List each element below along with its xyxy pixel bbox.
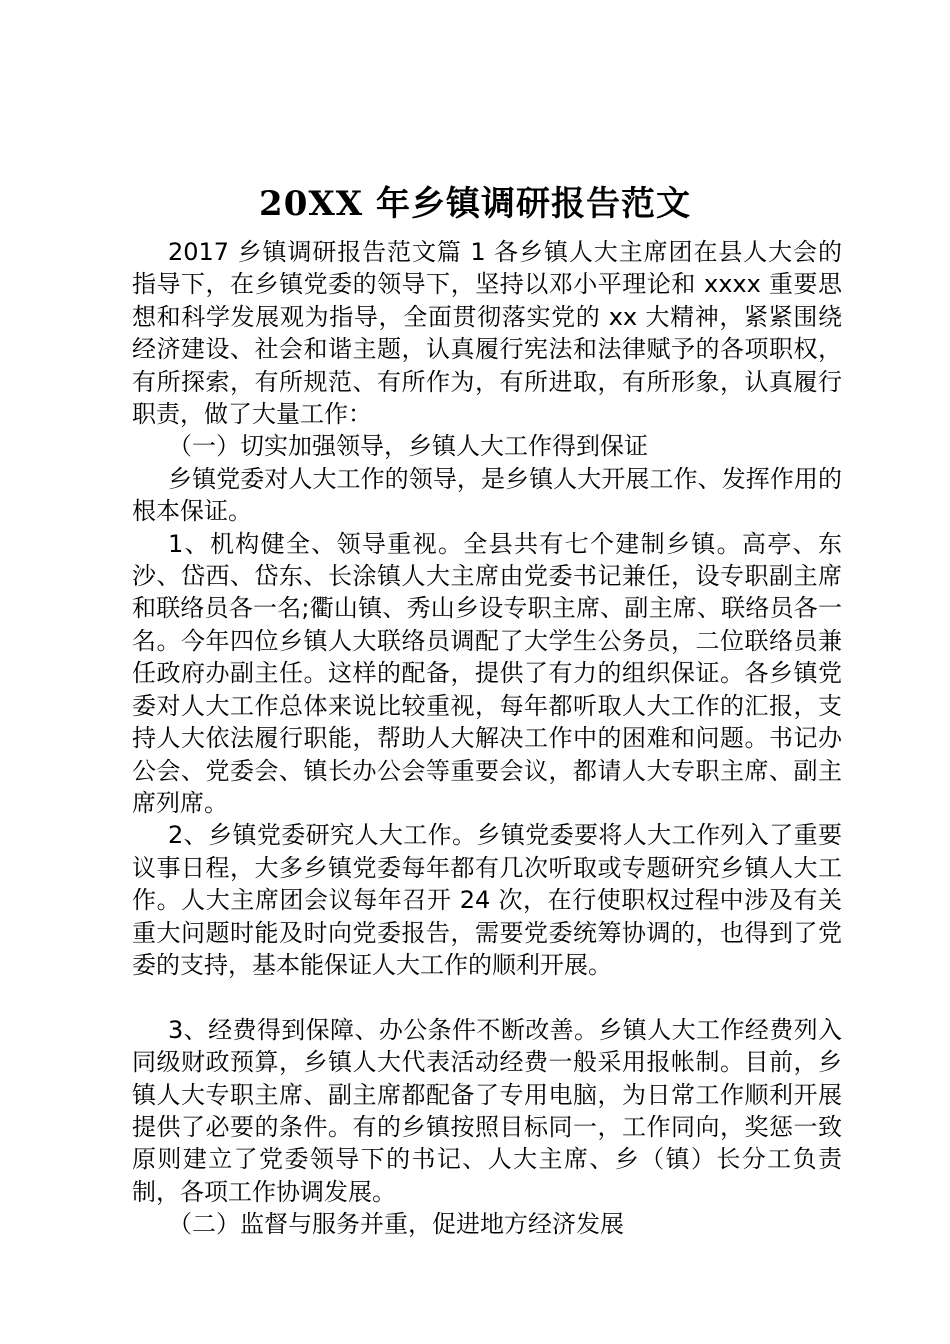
paragraph-item-2: 2、乡镇党委研究人大工作。乡镇党委要将人大工作列入了重要议事日程，大多乡镇党委每年都有几次听取或专题研究乡镇人大工作。人大主席团会议每年召开 24 次，在行使职权过程中涉及有关重大问题时能及时向党委报告，需要党委统筹协调的，也得到了党委的支持，基本能保证人大工作的顺利开展。 [132,821,842,979]
document-body [132,236,842,1241]
section-heading-1: （一）切实加强领导，乡镇人大工作得到保证 [168,432,648,461]
section-heading-2: （二）监督与服务并重，促进地方经济发展 [168,1210,624,1239]
paragraph-item-1: 1、机构健全、领导重视。全县共有七个建制乡镇。高亭、东沙、岱西、岱东、长涂镇人大主席由党委书记兼任，设专职副主席和联络员各一名;衢山镇、秀山乡设专职主席、副主席、联络员各一名。今年四位乡镇人大联络员调配了大学生公务员，二位联络员兼任政府办副主任。这样的配备，提供了有力的组织保证。各乡镇党委对人大工作总体来说比较重视，每年都听取人大工作的汇报，支持人大依法履行职能，帮助人大解决工作中的困难和问题。书记办公会、党委会、镇长办公会等重要会议，都请人大专职主席、副主席列席。 [132,529,842,817]
blank-line [132,981,842,1013]
paragraph-intro: 2017 乡镇调研报告范文篇 1 各乡镇人大主席团在县人大会的指导下，在乡镇党委的领导下，坚持以邓小平理论和 xxxx 重要思想和科学发展观为指导，全面贯彻落实党的 xx 大精神，紧紧围绕经济建设、社会和谐主题，认真履行宪法和法律赋予的各项职权，有所探索，有所规范、有所作为，有所进取，有所形象，认真履行职责，做了大量工作： [132,238,842,429]
paragraph-item-3: 3、经费得到保障、办公条件不断改善。乡镇人大工作经费列入同级财政预算，乡镇人大代表活动经费一般采用报帐制。目前，乡镇人大专职主席、副主席都配备了专用电脑，为日常工作顺利开展提供了必要的条件。有的乡镇按照目标同一，工作同向，奖惩一致原则建立了党委领导下的书记、人大主席、乡（镇）长分工负责制，各项工作协调发展。 [132,1015,842,1206]
document-title: 20XX 年乡镇调研报告范文 [259,184,691,224]
paragraph-party-leadership: 乡镇党委对人大工作的领导，是乡镇人大开展工作、发挥作用的根本保证。 [132,464,842,526]
